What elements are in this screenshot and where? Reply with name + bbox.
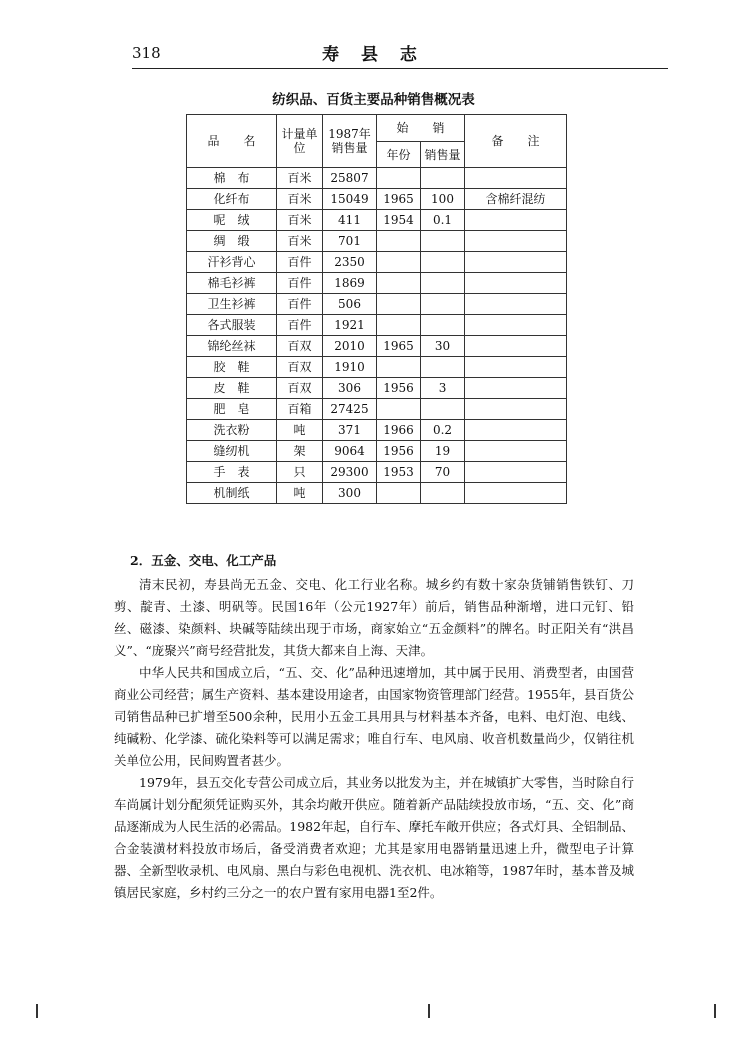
col-header-sales-1987: 1987年销售量: [323, 115, 377, 168]
cell-year: [377, 357, 421, 378]
cell-unit: 百件: [277, 294, 323, 315]
cell-name: 各式服装: [187, 315, 277, 336]
cell-unit: 百米: [277, 231, 323, 252]
cell-unit: 吨: [277, 483, 323, 504]
cell-volume: 0.1: [421, 210, 465, 231]
cell-volume: 30: [421, 336, 465, 357]
cell-year: 1956: [377, 378, 421, 399]
cell-remark: [465, 210, 567, 231]
table-row: [187, 378, 567, 399]
cell-sales: 701: [323, 231, 377, 252]
cell-unit: 百箱: [277, 399, 323, 420]
col-header-first-sale: 始 销: [377, 115, 465, 142]
scan-edge-mark: [36, 1004, 38, 1018]
table-body: [187, 168, 567, 504]
cell-volume: [421, 273, 465, 294]
cell-sales: 25807: [323, 168, 377, 189]
cell-sales: 2010: [323, 336, 377, 357]
cell-year: 1966: [377, 420, 421, 441]
cell-unit: 百件: [277, 252, 323, 273]
cell-unit: 百双: [277, 336, 323, 357]
cell-name: 汗衫背心: [187, 252, 277, 273]
cell-remark: [465, 336, 567, 357]
cell-sales: 1921: [323, 315, 377, 336]
cell-sales: 29300: [323, 462, 377, 483]
cell-volume: [421, 315, 465, 336]
cell-name: 棉 布: [187, 168, 277, 189]
cell-volume: [421, 483, 465, 504]
col-header-unit: 计量单位: [277, 115, 323, 168]
table-row: [187, 420, 567, 441]
cell-remark: [465, 294, 567, 315]
cell-remark: [465, 315, 567, 336]
section-heading: 2．五金、交电、化工产品: [130, 553, 277, 568]
cell-sales: 27425: [323, 399, 377, 420]
sales-table: [186, 114, 567, 504]
cell-unit: 百米: [277, 189, 323, 210]
cell-name: 卫生衫裤: [187, 294, 277, 315]
table-row: [187, 273, 567, 294]
cell-sales: 371: [323, 420, 377, 441]
cell-name: 呢 绒: [187, 210, 277, 231]
cell-year: [377, 315, 421, 336]
table-row: [187, 294, 567, 315]
scan-edge-mark: [428, 1004, 430, 1018]
col-header-remark: 备 注: [465, 115, 567, 168]
cell-unit: 百米: [277, 210, 323, 231]
cell-unit: 只: [277, 462, 323, 483]
table-row: [187, 189, 567, 210]
cell-name: 绸 缎: [187, 231, 277, 252]
cell-remark: [465, 378, 567, 399]
table-row: [187, 462, 567, 483]
cell-name: 皮 鞋: [187, 378, 277, 399]
cell-unit: 百件: [277, 315, 323, 336]
cell-unit: 百双: [277, 357, 323, 378]
cell-remark: [465, 420, 567, 441]
cell-sales: 1910: [323, 357, 377, 378]
cell-year: 1965: [377, 336, 421, 357]
table-row: [187, 168, 567, 189]
col-header-name: 品 名: [187, 115, 277, 168]
cell-unit: 百双: [277, 378, 323, 399]
cell-sales: 9064: [323, 441, 377, 462]
cell-year: 1954: [377, 210, 421, 231]
table-row: [187, 231, 567, 252]
cell-unit: 百件: [277, 273, 323, 294]
paragraph-2: 中华人民共和国成立后，“五、交、化”品种迅速增加，其中属于民用、消费型者，由国营商业公司经营；属生产资料、基本建设用途者，由国家物资管理部门经营。1955年，县百货公司销售品种已扩增至500余种，民用小五金工具用具与材料基本齐备，电料、电灯泡、电线、纯碱粉、化学漆、硫化染料等可以满足需求；唯自行车、电风扇、收音机数量尚少，仅销往机关单位公用，民间购置者甚少。: [114, 665, 634, 768]
cell-volume: [421, 357, 465, 378]
scan-edge-mark: [714, 1004, 716, 1018]
cell-name: 胶 鞋: [187, 357, 277, 378]
cell-remark: [465, 483, 567, 504]
cell-year: 1953: [377, 462, 421, 483]
cell-remark: [465, 462, 567, 483]
cell-volume: 19: [421, 441, 465, 462]
cell-year: [377, 483, 421, 504]
cell-volume: [421, 294, 465, 315]
cell-year: [377, 231, 421, 252]
table-row: [187, 210, 567, 231]
page-number: 318: [132, 44, 161, 62]
cell-name: 化纤布: [187, 189, 277, 210]
cell-year: 1965: [377, 189, 421, 210]
cell-name: 棉毛衫裤: [187, 273, 277, 294]
cell-volume: [421, 231, 465, 252]
table-row: [187, 252, 567, 273]
cell-volume: 100: [421, 189, 465, 210]
cell-volume: 3: [421, 378, 465, 399]
cell-remark: [465, 357, 567, 378]
cell-volume: [421, 252, 465, 273]
cell-year: [377, 399, 421, 420]
table-row: [187, 483, 567, 504]
cell-unit: 吨: [277, 420, 323, 441]
section-body: [114, 550, 634, 904]
cell-sales: 1869: [323, 273, 377, 294]
col-header-first-year: 年份: [377, 142, 421, 168]
paragraph-1: 清末民初，寿县尚无五金、交电、化工行业名称。城乡约有数十家杂货铺销售铁钉、刀剪、靛青、土漆、明矾等。民国16年（公元1927年）前后，销售品种渐增，进口元钉、铅丝、磁漆、染颜料、块碱等陆续出现于市场，商家始立“五金颜料”的牌名。时正阳关有“洪昌义”、“庞聚兴”商号经营批发，其货大都来自上海、天津。: [114, 577, 634, 658]
cell-sales: 506: [323, 294, 377, 315]
cell-remark: [465, 441, 567, 462]
cell-unit: 百米: [277, 168, 323, 189]
table-row: [187, 399, 567, 420]
cell-name: 手 表: [187, 462, 277, 483]
paragraph-3: 1979年，县五交化专营公司成立后，其业务以批发为主，并在城镇扩大零售，当时除自行车尚属计划分配须凭证购买外，其余均敞开供应。随着新产品陆续投放市场，“五、交、化”商品逐渐成为人民生活的必需品。1982年起，自行车、摩托车敞开供应；各式灯具、全铝制品、合金装潢材料投放市场后，备受消费者欢迎；尤其是家用电器销量迅速上升，微型电子计算器、全新型收录机、电风扇、黑白与彩色电视机、洗衣机、电冰箱等，1987年时，基本普及城镇居民家庭，乡村约三分之一的农户置有家用电器1至2件。: [114, 775, 634, 900]
cell-remark: [465, 399, 567, 420]
table-row: [187, 357, 567, 378]
cell-sales: 15049: [323, 189, 377, 210]
header-rule: [132, 68, 668, 69]
cell-volume: [421, 168, 465, 189]
table-row: [187, 315, 567, 336]
cell-remark: [465, 252, 567, 273]
table-title: 纺织品、百货主要品种销售概况表: [272, 92, 475, 108]
cell-sales: 2350: [323, 252, 377, 273]
cell-year: 1956: [377, 441, 421, 462]
cell-remark: [465, 168, 567, 189]
col-header-first-volume: 销售量: [421, 142, 465, 168]
cell-remark: [465, 231, 567, 252]
cell-year: [377, 168, 421, 189]
cell-year: [377, 252, 421, 273]
cell-volume: 0.2: [421, 420, 465, 441]
cell-name: 锦纶丝袜: [187, 336, 277, 357]
cell-volume: 70: [421, 462, 465, 483]
cell-name: 机制纸: [187, 483, 277, 504]
cell-year: [377, 273, 421, 294]
cell-sales: 411: [323, 210, 377, 231]
table-row: [187, 441, 567, 462]
cell-year: [377, 294, 421, 315]
running-title: 寿 县 志: [322, 45, 425, 65]
table-row: [187, 336, 567, 357]
cell-remark: 含棉纤混纺: [465, 189, 567, 210]
cell-volume: [421, 399, 465, 420]
cell-sales: 300: [323, 483, 377, 504]
cell-name: 洗衣粉: [187, 420, 277, 441]
cell-name: 肥 皂: [187, 399, 277, 420]
cell-unit: 架: [277, 441, 323, 462]
cell-name: 缝纫机: [187, 441, 277, 462]
cell-sales: 306: [323, 378, 377, 399]
cell-remark: [465, 273, 567, 294]
